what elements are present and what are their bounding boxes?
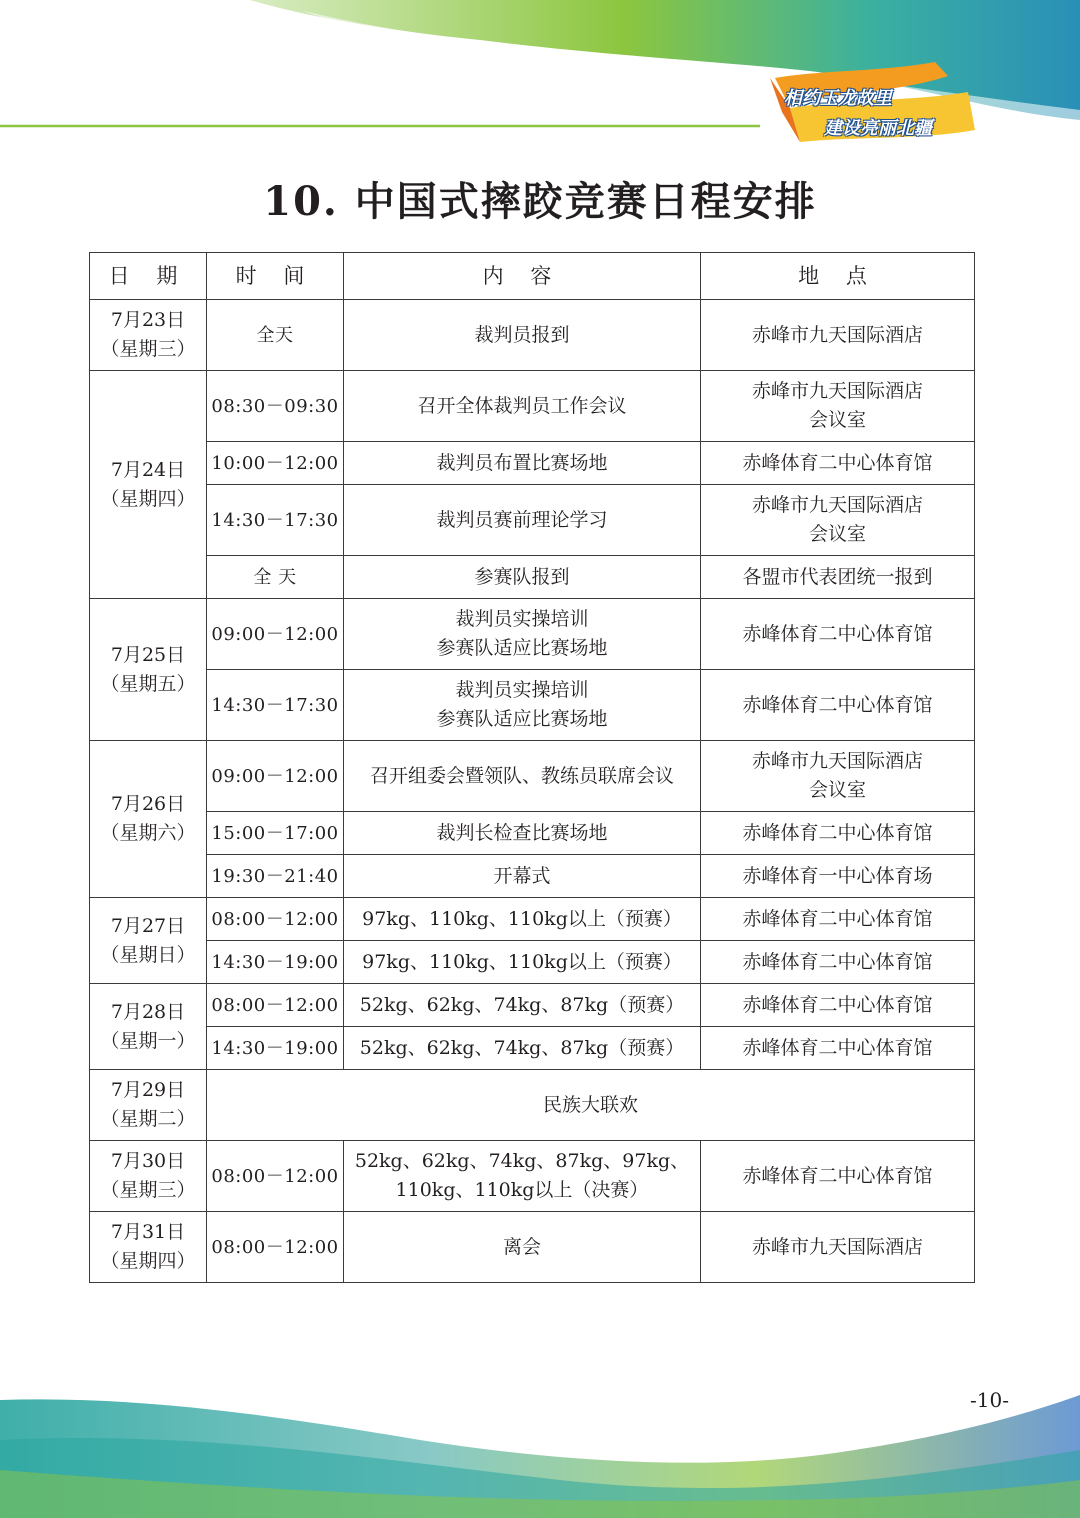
table-row (90, 371, 975, 442)
date-label: 7月23日 (110, 309, 186, 331)
schedule-table (89, 252, 975, 1283)
content-cell: 裁判长检查比赛场地 (344, 812, 701, 855)
date-label: 7月24日 (110, 458, 186, 481)
place-line: 会议室 (808, 409, 866, 431)
place-cell (701, 371, 975, 442)
place-cell: 赤峰体育二中心体育馆 (701, 941, 975, 984)
date-label: 7月25日 (110, 643, 186, 666)
content-cell: 参赛队报到 (344, 556, 701, 599)
weekday-label: （星期四） (100, 1250, 196, 1272)
table-row (90, 941, 975, 984)
content-line: 110kg、110kg以上（决赛） (395, 1179, 649, 1201)
place-line: 赤峰市九天国际酒店 (751, 494, 923, 516)
table-row (90, 485, 975, 556)
table-row (90, 741, 975, 812)
content-cell: 召开全体裁判员工作会议 (344, 371, 701, 442)
table-row (90, 855, 975, 898)
table-row (90, 984, 975, 1027)
table-row (90, 1141, 975, 1212)
date-label: 7月27日 (110, 914, 186, 937)
date-cell (90, 741, 207, 898)
date-cell (90, 1070, 207, 1141)
slogan-line-1: 相约玉龙故里 (784, 88, 892, 109)
time-cell: 08:30－09:30 (207, 371, 344, 442)
content-cell: 97kg、110kg、110kg以上（预赛） (344, 941, 701, 984)
header-time: 时 间 (207, 253, 344, 300)
weekday-label: （星期四） (100, 487, 196, 510)
time-cell: 14:30－17:30 (207, 670, 344, 741)
place-line: 会议室 (808, 779, 866, 801)
weekday-label: （星期六） (100, 822, 196, 844)
time-cell: 15:00－17:00 (207, 812, 344, 855)
date-cell (90, 300, 207, 371)
time-cell: 08:00－12:00 (207, 984, 344, 1027)
table-row (90, 300, 975, 371)
place-cell (701, 741, 975, 812)
place-cell (701, 485, 975, 556)
table-row (90, 442, 975, 485)
weekday-label: （星期日） (100, 943, 196, 966)
place-cell: 赤峰体育二中心体育馆 (701, 812, 975, 855)
table-row (90, 556, 975, 599)
table-row (90, 1212, 975, 1283)
date-cell (90, 599, 207, 741)
page-number: -10- (970, 1388, 1009, 1412)
header-date: 日 期 (90, 253, 207, 300)
date-label: 7月29日 (110, 1079, 186, 1101)
content-cell: 裁判员赛前理论学习 (344, 485, 701, 556)
time-cell: 08:00－12:00 (207, 1212, 344, 1283)
time-cell: 19:30－21:40 (207, 855, 344, 898)
weekday-label: （星期三） (100, 338, 196, 360)
place-cell: 赤峰体育二中心体育馆 (701, 670, 975, 741)
date-cell (90, 371, 207, 599)
time-cell: 全天 (207, 300, 344, 371)
content-cell: 52kg、62kg、74kg、87kg（预赛） (344, 984, 701, 1027)
content-cell (344, 1141, 701, 1212)
place-line: 赤峰市九天国际酒店 (751, 380, 923, 402)
time-cell: 09:00－12:00 (207, 741, 344, 812)
content-cell: 裁判员布置比赛场地 (344, 442, 701, 485)
content-line: 裁判员实操培训 (455, 608, 589, 630)
time-cell: 08:00－12:00 (207, 1141, 344, 1212)
table-row (90, 599, 975, 670)
date-cell (90, 984, 207, 1070)
time-cell: 14:30－19:00 (207, 1027, 344, 1070)
place-cell: 赤峰市九天国际酒店 (701, 1212, 975, 1283)
slogan-banner (768, 70, 978, 150)
place-cell: 各盟市代表团统一报到 (701, 556, 975, 599)
place-cell: 赤峰体育二中心体育馆 (701, 1027, 975, 1070)
date-cell (90, 898, 207, 984)
page-title: 10. 中国式摔跤竞赛日程安排 (263, 178, 817, 225)
place-cell: 赤峰体育二中心体育馆 (701, 599, 975, 670)
place-cell: 赤峰体育二中心体育馆 (701, 442, 975, 485)
content-line: 参赛队适应比赛场地 (436, 637, 608, 659)
content-cell: 52kg、62kg、74kg、87kg（预赛） (344, 1027, 701, 1070)
date-cell (90, 1141, 207, 1212)
merged-content-cell: 民族大联欢 (207, 1070, 975, 1141)
place-cell: 赤峰体育二中心体育馆 (701, 898, 975, 941)
weekday-label: （星期一） (100, 1029, 196, 1052)
weekday-label: （星期五） (100, 672, 196, 695)
table-header-row (90, 253, 975, 300)
date-label: 7月30日 (110, 1150, 186, 1172)
content-cell: 召开组委会暨领队、教练员联席会议 (344, 741, 701, 812)
content-cell (344, 670, 701, 741)
place-line: 会议室 (808, 523, 866, 545)
table-row (90, 1070, 975, 1141)
date-label: 7月26日 (110, 793, 186, 815)
content-cell: 离会 (344, 1212, 701, 1283)
weekday-label: （星期二） (100, 1108, 196, 1130)
table-row (90, 670, 975, 741)
time-cell: 09:00－12:00 (207, 599, 344, 670)
content-cell (344, 599, 701, 670)
place-line: 赤峰市九天国际酒店 (751, 750, 923, 772)
time-cell: 14:30－19:00 (207, 941, 344, 984)
header-place: 地 点 (701, 253, 975, 300)
place-cell: 赤峰市九天国际酒店 (701, 300, 975, 371)
content-cell: 97kg、110kg、110kg以上（预赛） (344, 898, 701, 941)
content-line: 52kg、62kg、74kg、87kg、97kg、 (354, 1150, 690, 1172)
time-cell: 全 天 (207, 556, 344, 599)
time-cell: 10:00－12:00 (207, 442, 344, 485)
date-label: 7月28日 (110, 1000, 186, 1023)
content-cell: 裁判员报到 (344, 300, 701, 371)
date-cell (90, 1212, 207, 1283)
slogan-line-2: 建设亮丽北疆 (824, 118, 932, 139)
weekday-label: （星期三） (100, 1179, 196, 1201)
header-content: 内 容 (344, 253, 701, 300)
table-row (90, 812, 975, 855)
time-cell: 14:30－17:30 (207, 485, 344, 556)
time-cell: 08:00－12:00 (207, 898, 344, 941)
content-cell: 开幕式 (344, 855, 701, 898)
table-row (90, 1027, 975, 1070)
place-cell: 赤峰体育二中心体育馆 (701, 984, 975, 1027)
place-cell: 赤峰体育二中心体育馆 (701, 1141, 975, 1212)
place-cell: 赤峰体育一中心体育场 (701, 855, 975, 898)
content-line: 参赛队适应比赛场地 (436, 708, 608, 730)
date-label: 7月31日 (110, 1221, 186, 1243)
table-row (90, 898, 975, 941)
content-line: 裁判员实操培训 (455, 679, 589, 701)
